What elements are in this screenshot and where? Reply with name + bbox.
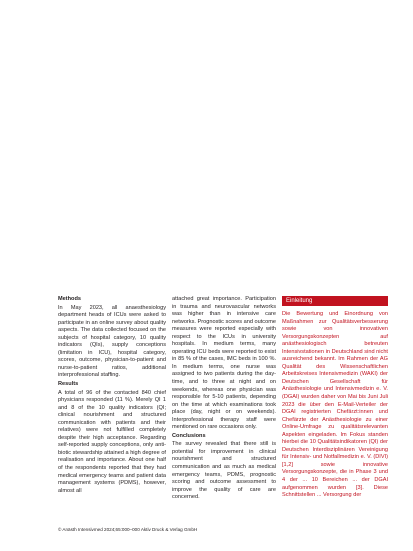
column-right: [282, 296, 388, 501]
results-continued-text: attached great importance. Participation in trauma and neurovascular networks was higher than in intensive care networks. Prognostic scores and outcome measures were reported especially with respect to the ICUs in university hospitals. In medium terms, many operating ICU beds were reported to exist in 85 % of the cases, IMC beds in 100 %. In medium terms, one nurse was assigned to two patients during the day-time, and to three at night and on weekends, whereas one physician was responsible for 5-10 patients, depending on the time at which examinations took place (day, night or on weekends). Interprofessional therapy staff were mentioned on rare occasions only.: [172, 296, 276, 431]
conclusions-heading: Conclusions: [172, 432, 206, 439]
page-footer: © Anästh Intensivmed 2024;65:000–000 Aktiv Druck & Verlag GmbH: [58, 527, 198, 532]
results-text: A total of 96 of the contacted 840 chief physicians responded (11 %). Merely QI 1 and 8 of the 10 quality indicators (QI; clinical nourishment and structured communication with patients and their relatives) were not fulfilled completely despite their high acceptance. Regarding self-reported supply conceptions, only anti-biotic stewardship attained a high degree of realisation and importance. About one half of the respondents reported that they had medical emergency teams and patient data management systems (PDMS), however, almost all: [58, 389, 166, 494]
methods-text: In May 2023, all anaesthesiology department heads of ICUs were asked to participate in an online survey about quality aspects. The data collected focused on the subjects of hospital category, 10 quality indicators (QIs), supply conceptions (limitation in ICU), hospital category, scores, outcome, physician-to-patient and nurse-to-patient ratios, additional interprofessional staffing.: [58, 304, 166, 379]
methods-heading: Methods: [58, 296, 81, 302]
introduction-heading: Einleitung: [282, 296, 388, 306]
conclusions-text: The survey revealed that there still is potential for improvement in clinical nourishment and structured communication and as much as medical emergency teams, PDMS, prognostic scoring and outcome assessment to improve the quality of care are concerned.: [172, 441, 276, 501]
column-middle: [172, 296, 276, 503]
results-heading: Results: [58, 381, 79, 388]
introduction-text: Die Bewertung und Einordnung von Maßnahmen zur Qualitätsverbesserung sowie von innovativen Versorgungskonzepten auf anästhesiologisch betreuten Intensivstationen in Deutschland sind nicht ausreichend bekannt. Im Rahmen der AG Qualität des Wissenschaftlichen Arbeitskreises Intensivmedizin (WAKI) der Deutschen Gesellschaft für Anästhesiologie und Intensivmedizin e. V. (DGAI) wurden daher von Mai bis Juni Juli 2023 die über den E-Mail-Verteiler der DGAI registrierten Chefärzt:innen und Chefärzte der Anästhesiologie zu einer Online-Umfrage zu qualitätsrelevanten Aspekten eingeladen. Im Fokus standen hierbei die 10 Qualitätsindikatoren (QI) der Deutschen Interdisziplinären Vereinigung für Intensiv- und Notfallmedizin e. V. (DIVI) [1,2] sowie innovative Versorgungskonzepte, die in Phase 3 und 4 der ... 10 Bereichen ... der DGAI aufgenommen wurden [3]. Diese Schnittstellen ... Versorgung der: [282, 311, 388, 499]
column-left: [58, 296, 166, 496]
